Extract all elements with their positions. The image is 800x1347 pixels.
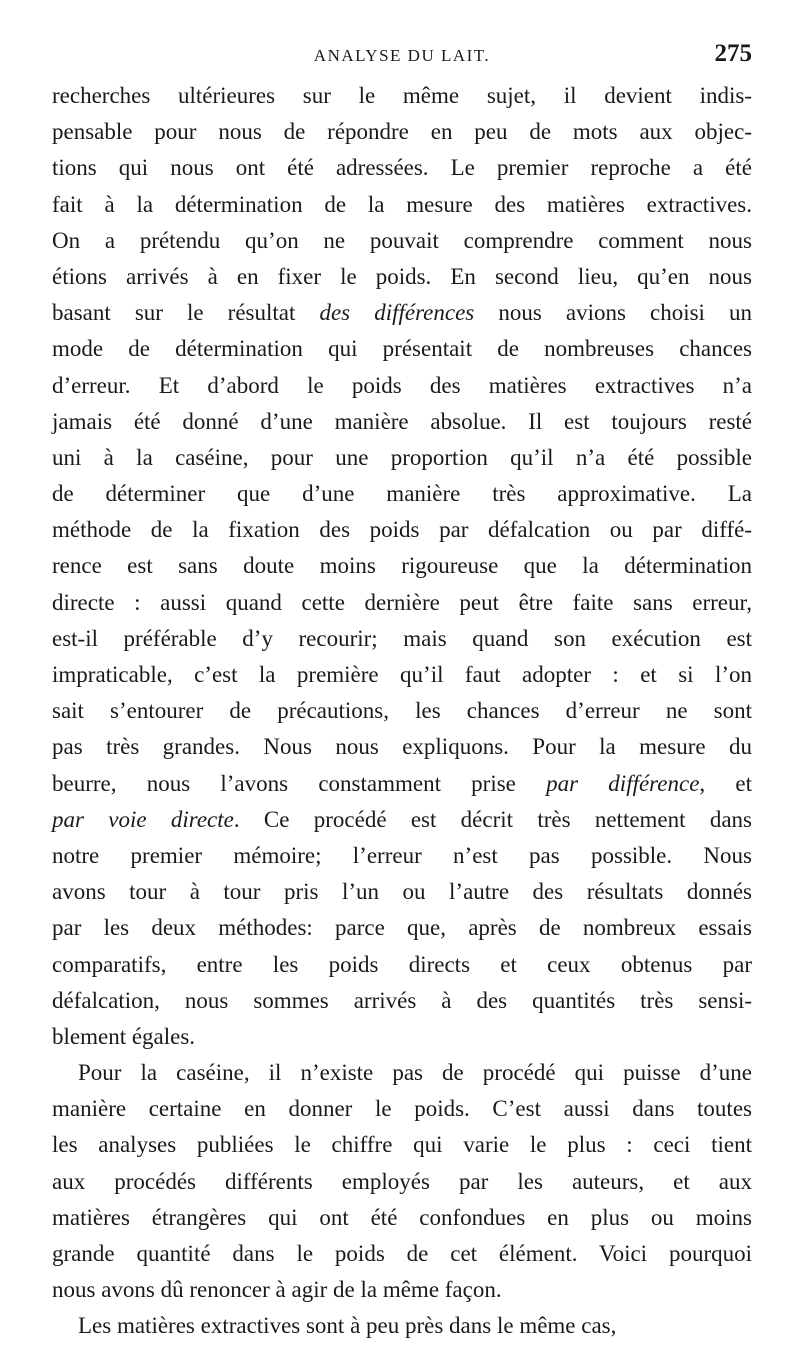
text-line xyxy=(52,476,752,512)
text-run: jamais été donné d’une manière absolue. Il est toujours resté xyxy=(52,408,752,434)
text-run: défalcation, nous sommes arrivés à des quantités très sensi- xyxy=(52,987,752,1013)
paragraph xyxy=(52,78,752,1055)
text-run: est-il préférable d’y recourir; mais quand son exécution est xyxy=(52,625,752,651)
text-line xyxy=(52,223,752,259)
text-line xyxy=(52,1091,752,1127)
text-run: étions arrivés à en fixer le poids. En second lieu, qu’en nous xyxy=(52,263,752,289)
text-line xyxy=(52,440,752,476)
text-line xyxy=(52,1055,752,1091)
text-run: pensable pour nous de répondre en peu de mots aux objec- xyxy=(52,119,752,145)
text-line xyxy=(52,1200,752,1236)
text-run: les analyses publiées le chiffre qui varie le plus : ceci tient xyxy=(52,1132,752,1158)
text-run: rence est sans doute moins rigoureuse que la détermination xyxy=(52,553,752,579)
text-run: grande quantité dans le poids de cet élément. Voici pourquoi xyxy=(52,1241,752,1266)
text-run: impraticable, c’est la première qu’il faut adopter : et si l’on xyxy=(52,662,752,687)
text-run: comparatifs, entre les poids directs et ceux obtenus par xyxy=(52,951,752,977)
italic-text: des différences xyxy=(319,300,475,326)
text-line xyxy=(52,585,752,621)
text-run: notre premier mémoire; l’erreur n’est pas possible. Nous xyxy=(52,842,752,868)
text-run: matières étrangères qui ont été confondues en plus ou moins xyxy=(52,1204,752,1230)
text-line xyxy=(52,693,752,729)
text-run: d’erreur. Et d’abord le poids des matières extractives n’a xyxy=(52,372,752,398)
text-line xyxy=(52,1236,752,1272)
text-run: blement égales. xyxy=(52,1023,196,1049)
text-line xyxy=(52,548,752,584)
text-line xyxy=(52,368,752,404)
text-run: avons tour à tour pris l’un ou l’autre des résultats donnés xyxy=(52,879,752,905)
text-line xyxy=(52,404,752,440)
text-line xyxy=(52,259,752,295)
text-run: basant sur le résultat xyxy=(52,300,320,326)
text-line xyxy=(52,295,752,331)
text-line xyxy=(52,150,752,186)
text-line xyxy=(52,621,752,657)
text-line xyxy=(52,657,752,693)
text-run: manière certaine en donner le poids. C’est aussi dans toutes xyxy=(52,1096,752,1122)
text-line xyxy=(52,1127,752,1163)
text-line xyxy=(52,874,752,910)
text-run: fait à la détermination de la mesure des matières extractives. xyxy=(52,191,752,217)
text-run: beurre, nous l’avons constamment prise xyxy=(52,770,547,796)
text-run: méthode de la fixation des poids par défalcation ou par diffé- xyxy=(52,517,752,543)
text-run: par les deux méthodes: parce que, après de nombreux essais xyxy=(52,915,752,941)
text-line xyxy=(52,729,752,765)
page-number: 275 xyxy=(714,40,752,67)
text-line xyxy=(52,802,752,838)
text-line xyxy=(52,512,752,548)
text-line xyxy=(52,1272,752,1308)
text-line xyxy=(52,1019,752,1055)
text-run: uni à la caséine, pour une proportion qu’il n’a été possible xyxy=(52,444,752,470)
text-run: recherches ultérieures sur le même sujet, il devient indis- xyxy=(52,83,752,108)
text-line xyxy=(52,766,752,802)
running-title: ANALYSE DU LAIT. xyxy=(313,46,491,65)
text-run: pas très grandes. Nous nous expliquons. Pour la mesure du xyxy=(52,734,752,760)
text-run: tions qui nous ont été adressées. Le premier reproche a été xyxy=(52,155,752,181)
text-run: , et xyxy=(699,770,752,796)
text-run: Les matières extractives sont à peu près dans le même cas, xyxy=(78,1313,617,1339)
running-head xyxy=(52,38,752,78)
text-run: mode de détermination qui présentait de nombreuses chances xyxy=(52,336,752,362)
text-line xyxy=(52,947,752,983)
body-text xyxy=(52,78,752,1345)
text-run: Pour la caséine, il n’existe pas de procédé qui puisse d’une xyxy=(78,1060,752,1086)
text-line xyxy=(52,983,752,1019)
text-run: de déterminer que d’une manière très approximative. La xyxy=(52,481,752,507)
paragraph xyxy=(52,1308,752,1344)
italic-text: par différence xyxy=(546,770,700,796)
text-line xyxy=(52,114,752,150)
text-line xyxy=(52,78,752,114)
text-line xyxy=(52,331,752,367)
text-run: On a prétendu qu’on ne pouvait comprendre comment nous xyxy=(52,227,752,253)
text-line xyxy=(52,910,752,946)
text-run: directe : aussi quand cette dernière peut être faite sans erreur, xyxy=(52,589,752,615)
italic-text: par voie directe xyxy=(52,806,234,832)
text-line xyxy=(52,838,752,874)
text-run: nous avions choisi un xyxy=(474,300,752,326)
text-run: nous avons dû renoncer à agir de la même façon. xyxy=(52,1277,502,1303)
text-line xyxy=(52,1164,752,1200)
paragraph xyxy=(52,1055,752,1308)
text-line xyxy=(52,187,752,223)
text-run: aux procédés différents employés par les auteurs, et aux xyxy=(52,1168,752,1194)
text-run: . Ce procédé est décrit très nettement dans xyxy=(233,806,752,832)
text-run: sait s’entourer de précautions, les chances d’erreur ne sont xyxy=(52,698,752,724)
text-line xyxy=(52,1308,752,1344)
